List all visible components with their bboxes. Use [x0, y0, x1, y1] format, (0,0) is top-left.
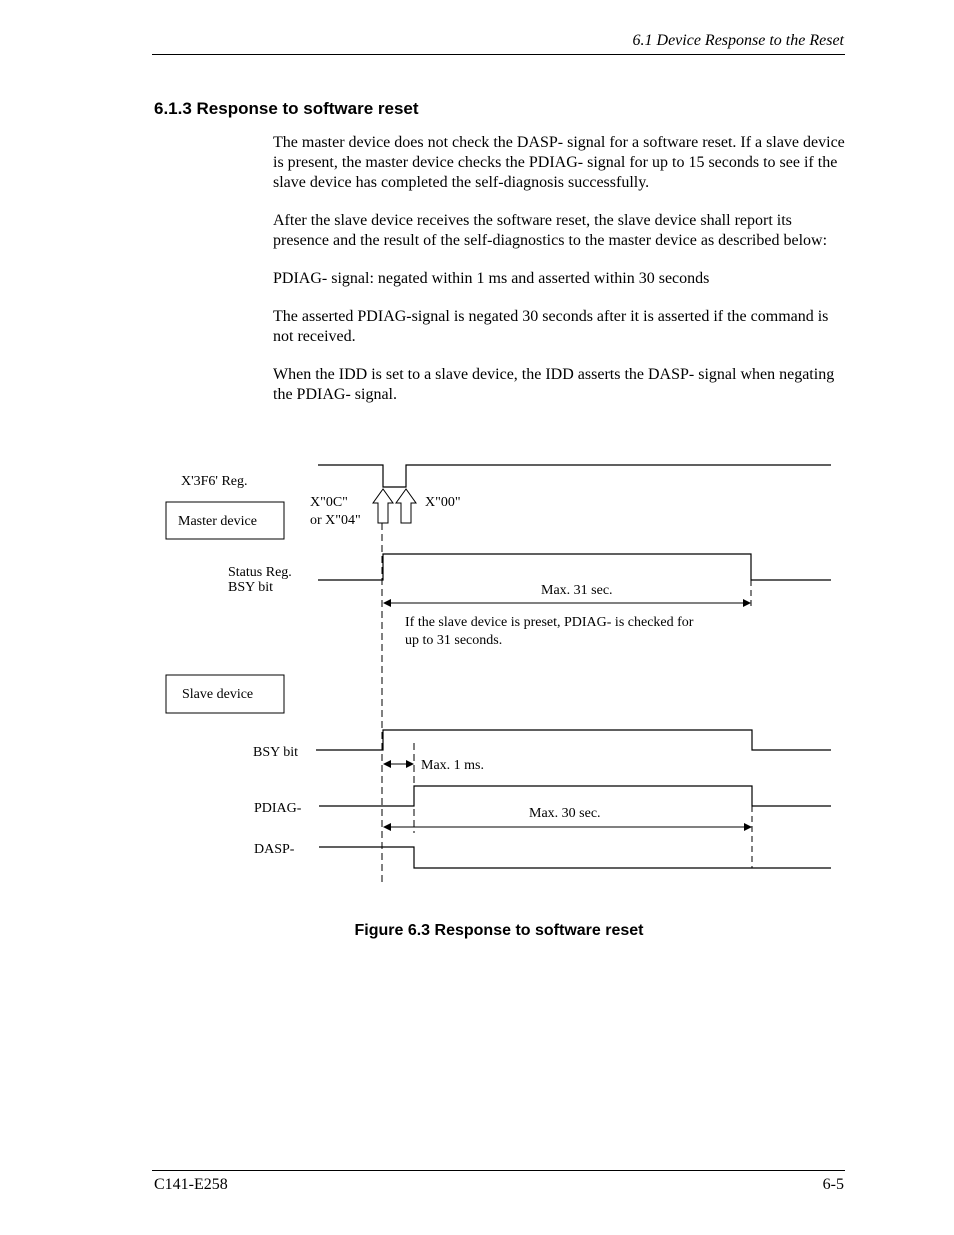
- write-value-1-line1: X"0C": [310, 495, 348, 510]
- footer-page-number: 6-5: [822, 1176, 844, 1193]
- pdiag-label: PDIAG-: [254, 801, 302, 816]
- footer-doc-id: C141-E258: [154, 1176, 228, 1193]
- slave-bsy-waveform: [316, 730, 831, 750]
- section-heading: 6.1.3 Response to software reset: [154, 99, 419, 118]
- slave-device-label: Slave device: [182, 687, 254, 702]
- paragraph-1: The master device does not check the DASP- signal for a software reset. If a slave device is present, the master device checks the PDIAG- signal for up to 15 seconds to see if the slave device has completed the self-diagnosis successfully.: [273, 134, 845, 191]
- dasp-waveform: [319, 847, 831, 868]
- slave-bsy-label: BSY bit: [253, 745, 298, 760]
- footer-rule: [152, 1170, 845, 1171]
- write-arrow-2-icon: [396, 489, 416, 523]
- write-value-2: X"00": [425, 495, 461, 510]
- running-header: 6.1 Device Response to the Reset: [632, 32, 844, 49]
- write-value-1-line2: or X"04": [310, 513, 361, 528]
- figure-caption: Figure 6.3 Response to software reset: [354, 922, 644, 939]
- note-line-2: up to 31 seconds.: [405, 633, 503, 648]
- reg-waveform: [318, 465, 831, 487]
- master-bsy-waveform: [318, 554, 831, 580]
- note-line-1: If the slave device is preset, PDIAG- is checked for: [405, 615, 694, 630]
- paragraph-3: PDIAG- signal: negated within 1 ms and asserted within 30 seconds: [273, 270, 710, 287]
- paragraph-2: After the slave device receives the software reset, the slave device shall report its presence and the result of the self-diagnostics to the master device as described below:: [273, 212, 828, 249]
- max-30-label: Max. 30 sec.: [529, 806, 601, 821]
- paragraph-4: The asserted PDIAG-signal is negated 30 seconds after it is asserted if the command is not received.: [273, 308, 829, 345]
- max-31-label: Max. 31 sec.: [541, 583, 613, 598]
- pdiag-waveform: [319, 786, 831, 806]
- dasp-label: DASP-: [254, 842, 295, 857]
- status-reg-label-1: Status Reg.: [228, 565, 292, 580]
- reg-label: X'3F6' Reg.: [181, 474, 248, 489]
- paragraph-5: When the IDD is set to a slave device, the IDD asserts the DASP- signal when negating the PDIAG- signal.: [273, 366, 835, 403]
- status-reg-label-2: BSY bit: [228, 580, 273, 595]
- write-arrow-1-icon: [373, 489, 393, 523]
- master-device-label: Master device: [178, 514, 257, 529]
- max-1ms-label: Max. 1 ms.: [421, 758, 484, 773]
